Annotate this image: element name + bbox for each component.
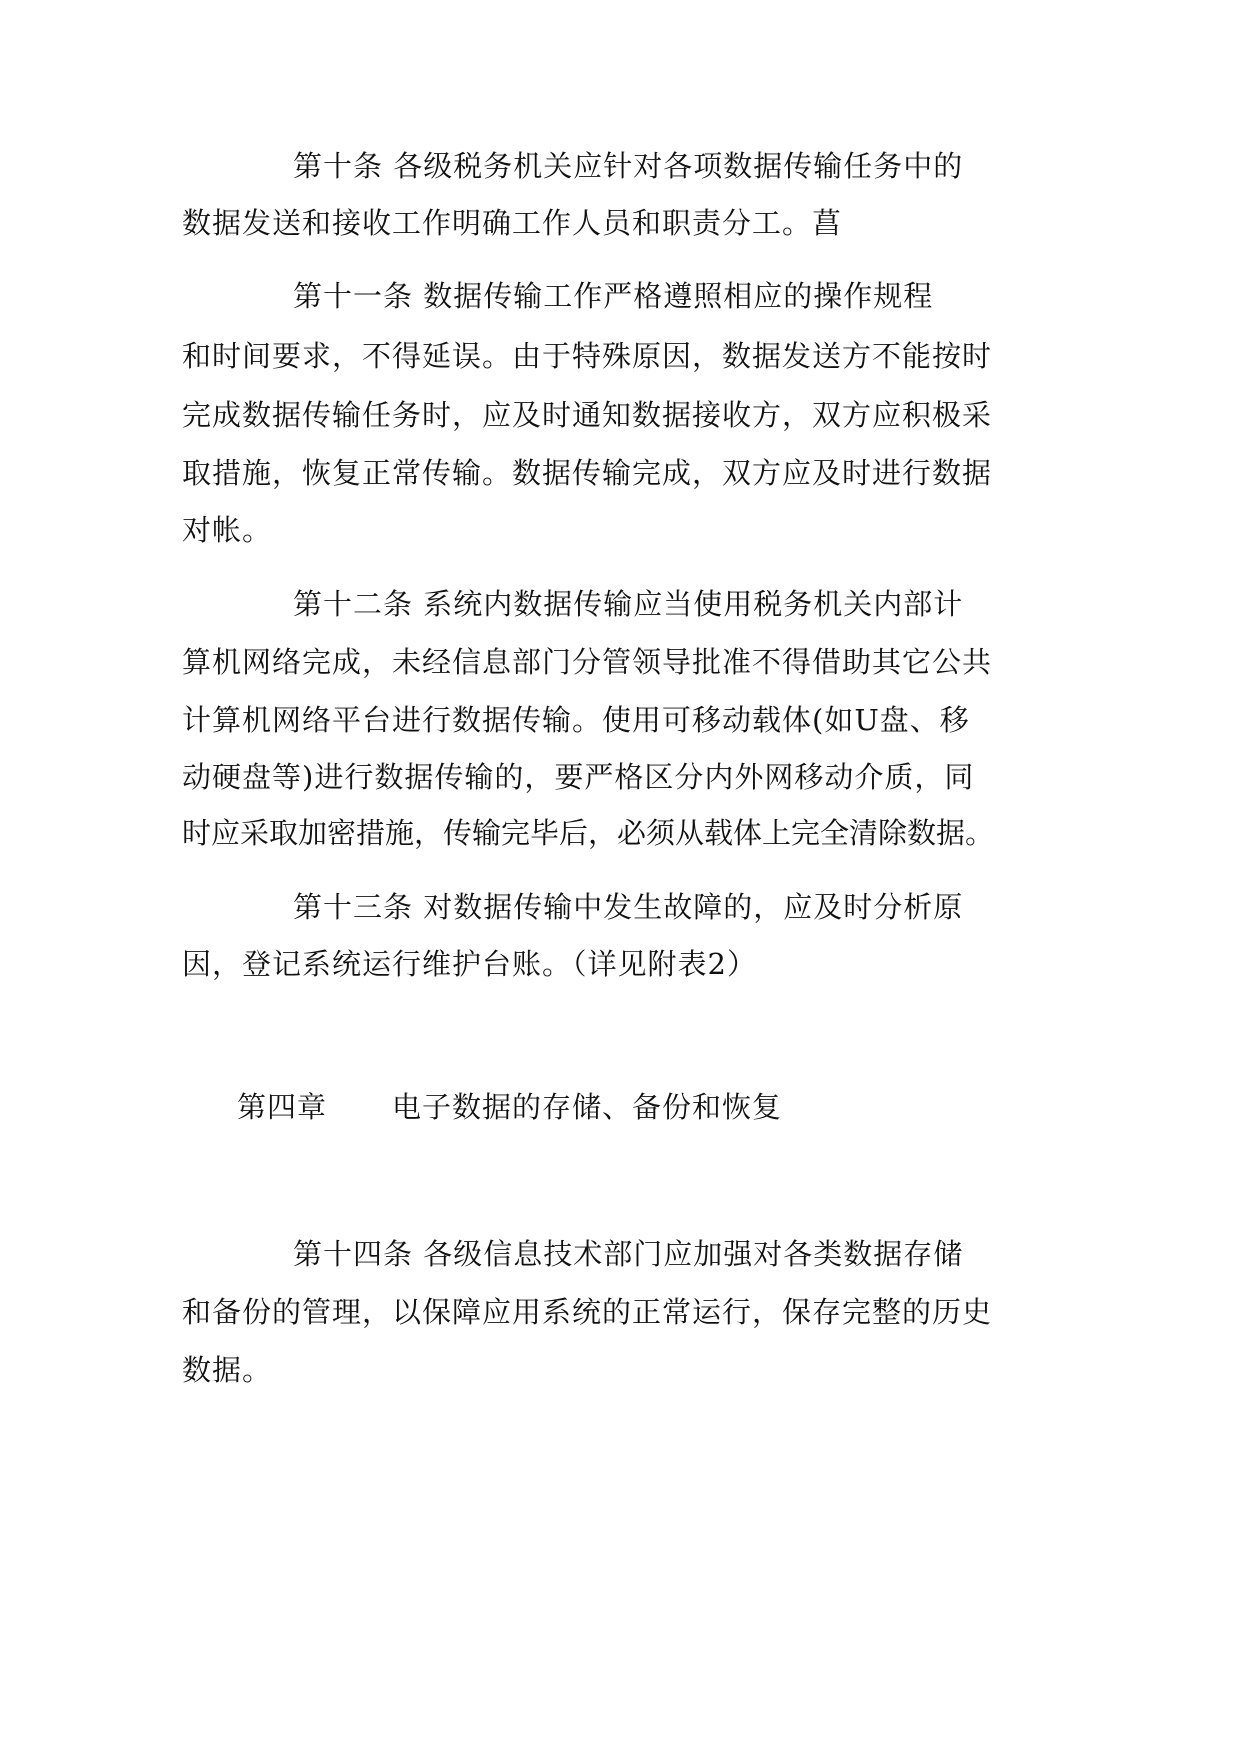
chapter-title: 电子数据的存储、备份和恢复 [392, 1090, 783, 1124]
article-14-line-3: 数据。 [182, 1353, 273, 1387]
article-12-line-4: 动硬盘等)进行数据传输的，要严格区分内外网移动介质，同 [182, 760, 975, 794]
article-14-line-2: 和备份的管理，以保障应用系统的正常运行，保存完整的历史 [182, 1295, 993, 1329]
article-11-line-2: 和时间要求，不得延误。由于特殊原因，数据发送方不能按时 [182, 339, 993, 373]
article-11-line-4: 取措施，恢复正常传输。数据传输完成，双方应及时进行数据 [182, 456, 993, 490]
article-12-line-3: 计算机网络平台进行数据传输。使用可移动载体(如U盘、移 [182, 703, 970, 737]
article-11-line-3: 完成数据传输任务时，应及时通知数据接收方，双方应积极采 [182, 398, 993, 432]
article-13-line-1: 第十三条 对数据传输中发生故障的，应及时分析原 [293, 890, 964, 924]
article-12-line-5: 时应采取加密措施，传输完毕后，必须从载体上完全清除数据。 [182, 816, 995, 850]
article-13-line-2: 因，登记系统运行维护台账。（详见附表2） [182, 947, 757, 981]
article-10-line-2: 数据发送和接收工作明确工作人员和职责分工。菖 [182, 206, 843, 240]
article-11-line-1: 第十一条 数据传输工作严格遵照相应的操作规程 [293, 279, 934, 313]
article-12-line-1: 第十二条 系统内数据传输应当使用税务机关内部计 [293, 587, 964, 621]
article-12-line-2: 算机网络完成，未经信息部门分管领导批准不得借助其它公共 [182, 645, 993, 679]
article-11-line-5: 对帐。 [182, 513, 273, 547]
chapter-number: 第四章 [237, 1090, 328, 1124]
article-10-line-1: 第十条 各级税务机关应针对各项数据传输任务中的 [293, 149, 964, 183]
article-14-line-1: 第十四条 各级信息技术部门应加强对各类数据存储 [293, 1237, 964, 1271]
